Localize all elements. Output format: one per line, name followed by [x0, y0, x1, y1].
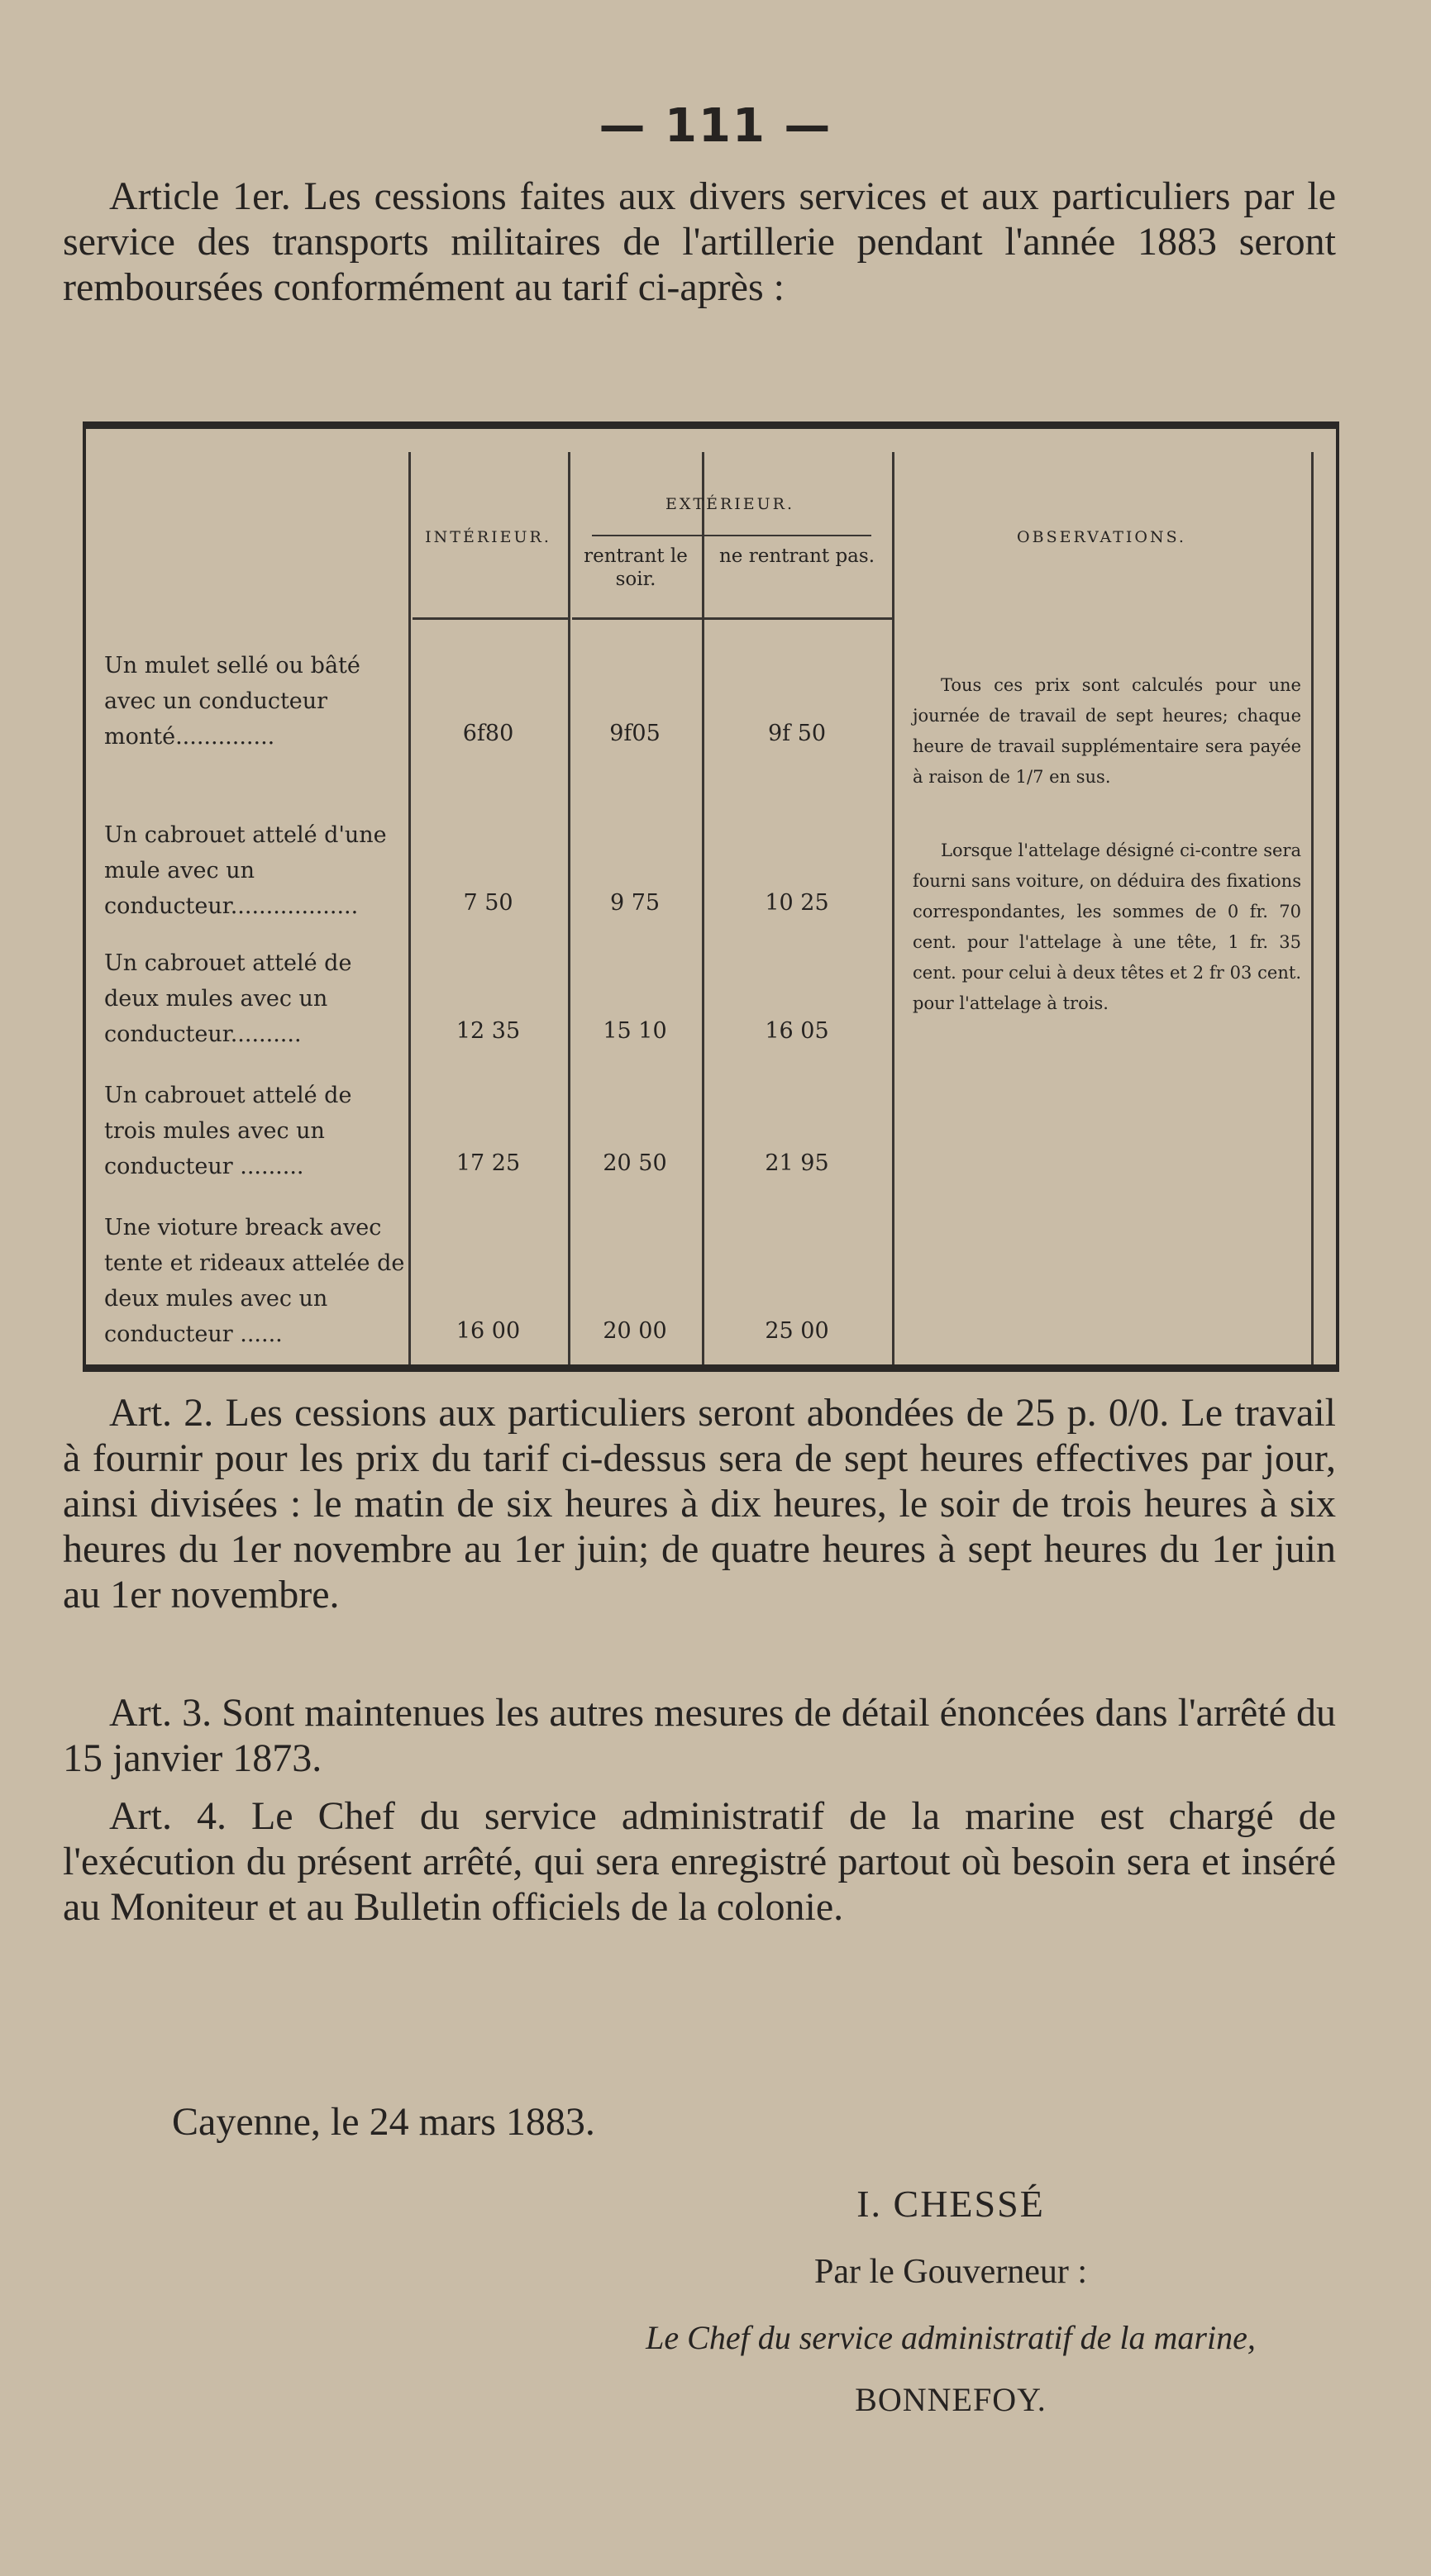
cell-interieur: 12 35	[456, 1018, 521, 1044]
page-number: — 111 —	[599, 99, 832, 153]
place-date: Cayenne, le 24 mars 1883.	[172, 2100, 595, 2144]
column-divider	[892, 452, 894, 1364]
header-observations: OBSERVATIONS.	[1017, 528, 1186, 546]
article-3: Art. 3. Sont maintenues les autres mesures de détail énoncées dans l'arrêté du 15 janvier 1873.	[63, 1691, 1336, 1780]
cell-ne-rentrant: 21 95	[765, 1150, 829, 1176]
header-rule	[413, 617, 570, 620]
cell-rentrant: 9f05	[609, 721, 661, 746]
cell-rentrant: 20 50	[603, 1150, 667, 1176]
header-rentrant: rentrant le soir.	[584, 545, 688, 590]
header-rule	[572, 617, 892, 620]
cell-interieur: 17 25	[456, 1150, 521, 1176]
tariff-table	[83, 421, 1339, 1372]
header-ne-rentrant: ne rentrant pas.	[718, 545, 875, 567]
cell-interieur: 7 50	[463, 890, 513, 916]
header-exterieur: EXTÉRIEUR.	[665, 495, 794, 513]
observation-2: Lorsque l'attelage désigné ci-contre sera fourni sans voiture, on déduira des fixations correspondantes, les sommes de 0 fr. 70 cent. pour l'attelage à une tête, 1 fr. 35 cent. pour celui à deux têtes et 2 fr 03 cent. pour l'attelage à trois.	[913, 840, 1301, 1013]
article-1: Article 1er. Les cessions faites aux divers services et aux particuliers par le service des transports militaires de l'artillerie pendant l'année 1883 seront remboursées conformément au tarif ci-après :	[63, 174, 1336, 309]
row-label: Un cabrouet attelé d'une mule avec un conducteur..................	[104, 822, 387, 919]
cell-interieur: 6f80	[462, 721, 514, 746]
column-divider	[1311, 452, 1314, 1364]
chef-title: Le Chef du service administratif de la marine,	[646, 2319, 1256, 2356]
cell-rentrant: 20 00	[603, 1318, 667, 1344]
cell-rentrant: 9 75	[609, 890, 661, 916]
observation-1: Tous ces prix sont calculés pour une journée de travail de sept heures; chaque heure de travail supplémentaire sera payée à raison de 1/7 en sus.	[913, 675, 1301, 787]
signatory: I. CHESSÉ	[856, 2183, 1045, 2225]
row-label: Une vioture breack avec tente et rideaux attelée de deux mules avec un conducteur ......	[104, 1215, 405, 1347]
row-label: Un mulet sellé ou bâté avec un conducteur monté..............	[104, 653, 360, 750]
countersignatory: BONNEFOY.	[855, 2381, 1047, 2418]
cell-ne-rentrant: 16 05	[765, 1018, 829, 1044]
row-label: Un cabrouet attelé de trois mules avec un conducteur .........	[104, 1083, 352, 1179]
cell-rentrant: 15 10	[603, 1018, 667, 1044]
article-4: Art. 4. Le Chef du service administratif de la marine est chargé de l'exécution du présent arrêté, qui sera enregistré partout où besoin sera et inséré au Moniteur et au Bulletin officiels de la colonie.	[63, 1794, 1336, 1929]
row-label: Un cabrouet attelé de deux mules avec un conducteur..........	[104, 950, 352, 1047]
exterieur-brace	[592, 535, 871, 536]
header-interieur: INTÉRIEUR.	[425, 528, 551, 546]
cell-ne-rentrant: 25 00	[765, 1318, 829, 1344]
cell-interieur: 16 00	[456, 1318, 521, 1344]
cell-ne-rentrant: 10 25	[765, 890, 829, 916]
cell-ne-rentrant: 9f 50	[767, 721, 827, 746]
par-le-gouverneur: Par le Gouverneur :	[813, 2253, 1088, 2291]
article-2: Art. 2. Les cessions aux particuliers seront abondées de 25 p. 0/0. Le travail à fournir pour les prix du tarif ci-dessus sera de sept heures effectives par jour, ainsi divisées : le matin de six heures à dix heures, le soir de trois heures à six heures du 1er novembre au 1er juin; de quatre heures à sept heures du 1er juin au 1er novembre.	[63, 1391, 1336, 1617]
